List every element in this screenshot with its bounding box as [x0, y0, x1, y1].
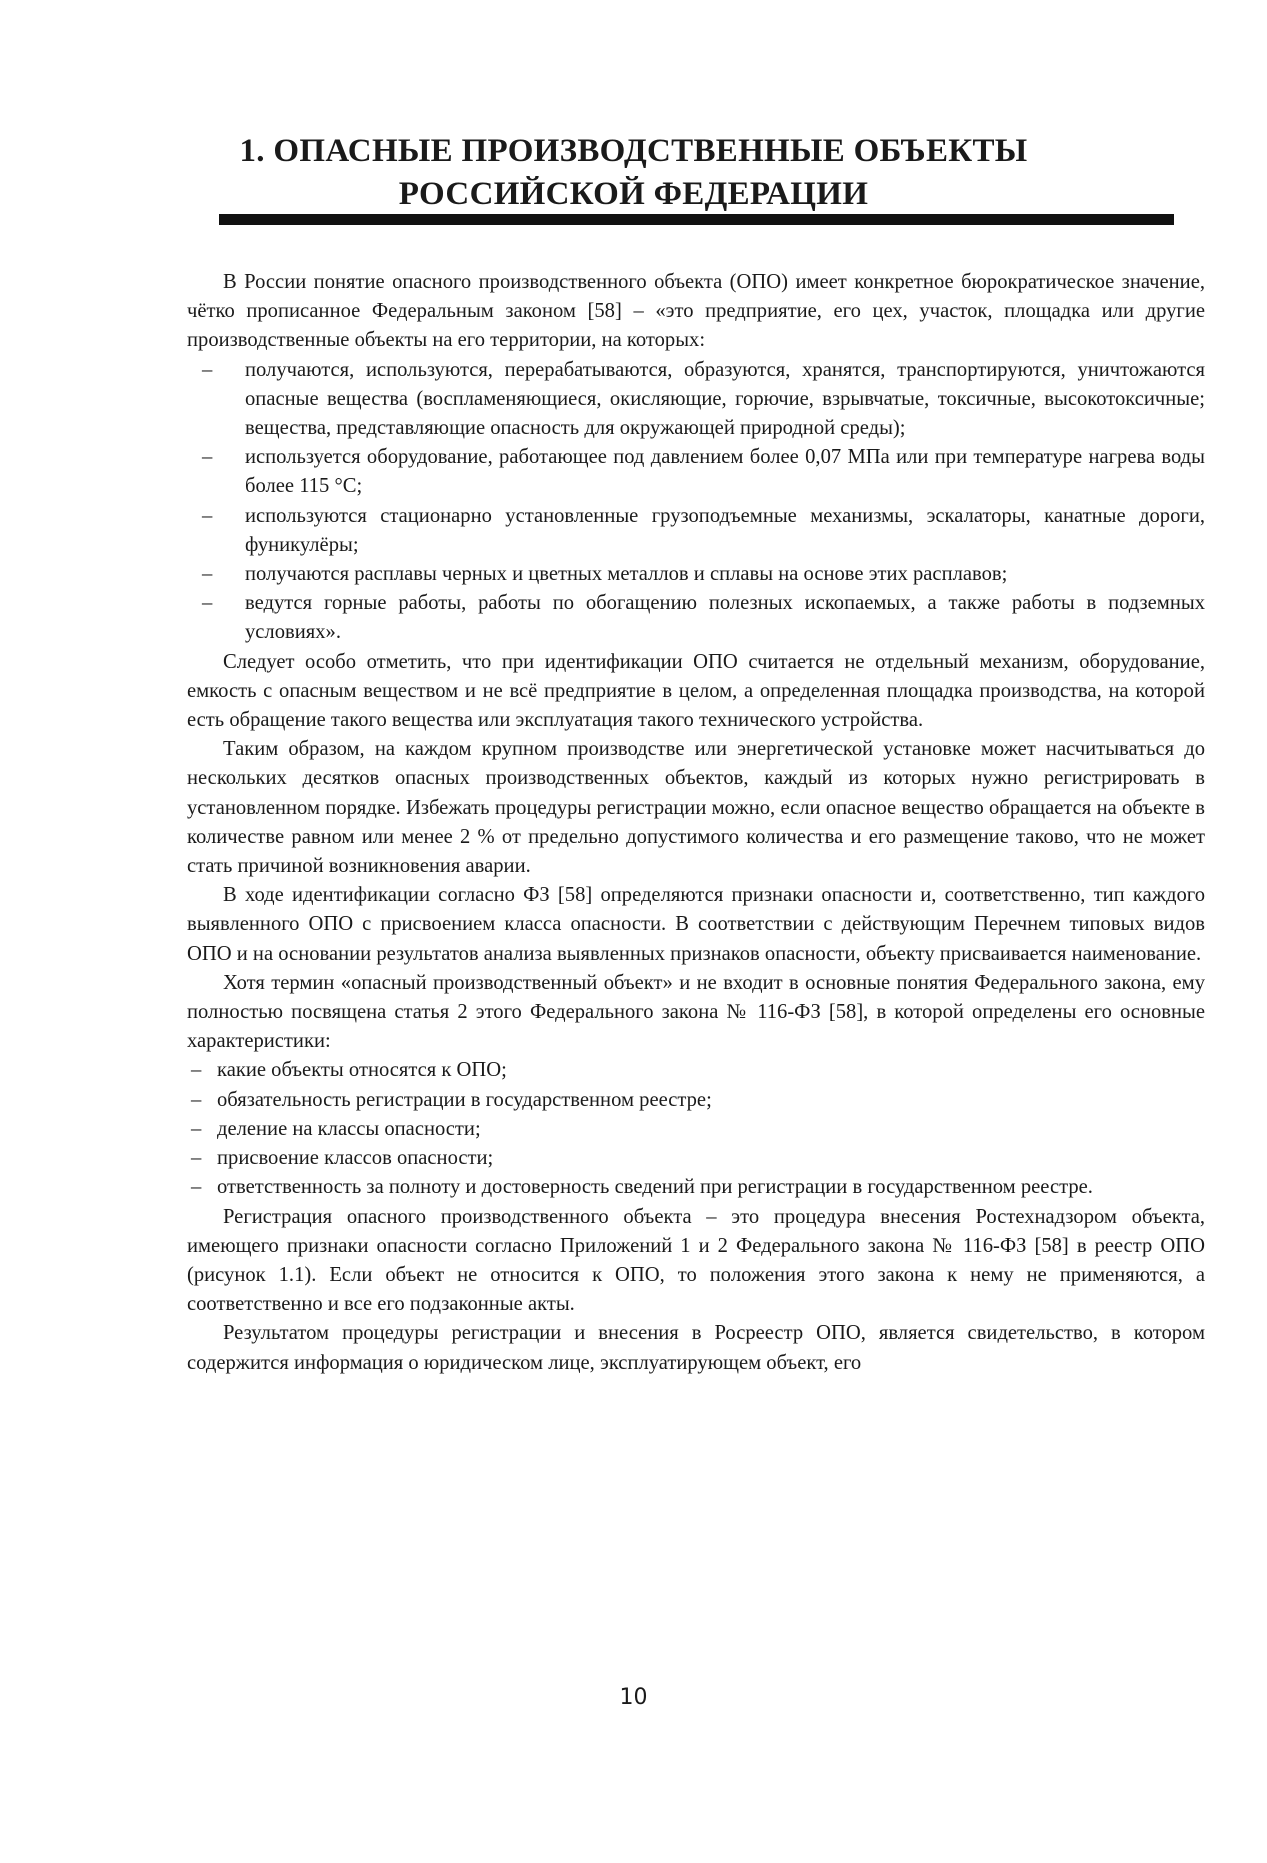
chapter-title-line-2: РОССИЙСКОЙ ФЕДЕРАЦИИ [398, 176, 869, 212]
characteristics-list [187, 1056, 1205, 1202]
paragraph-identification: Следует особо отметить, что при идентификации ОПО считается не отдельный механизм, оборудование, емкость с опасным веществом и не всё предприятие в целом, а определенная площадка производства, на которой есть обращение такого вещества или эксплуатация такого технического устройства. [187, 650, 1205, 732]
chapter-title [0, 130, 1267, 216]
dash-bullet: – [191, 1117, 202, 1140]
title-underline-divider [219, 214, 1174, 225]
paragraph-registration-procedure: Регистрация опасного производственного объекта – это процедура внесения Ростехнадзором объекта, имеющего признаки опасности согласно Приложений 1 и 2 Федерального закона № 116-ФЗ [58] в реестр ОПО (рисунок 1.1). Если объект не относится к ОПО, то положения этого закона к нему не применяются, а соответственно и все его подзаконные акты. [187, 1205, 1205, 1316]
list-item: – обязательность регистрации в государственном реестре; [191, 1086, 1205, 1115]
dash-bullet: – [191, 1059, 202, 1082]
list-item: – деление на классы опасности; [191, 1115, 1205, 1144]
list-item: – используются стационарно установленные грузоподъемные механизмы, эскалаторы, канатные дороги, фуникулёры; [202, 502, 1205, 560]
paragraph-registration-count: Таким образом, на каждом крупном производстве или энергетической установке может насчитываться до нескольких десятков опасных производственных объектов, каждый из которых нужно регистрировать в установленном порядке. Избежать процедуры регистрации можно, если опасное вещество обращается на объекте в количестве равном или менее 2 % от предельно допустимого количества и его размещение таково, что не может стать причиной возникновения аварии. [187, 738, 1205, 878]
paragraph-federal-law: Хотя термин «опасный производственный объект» и не входит в основные понятия Федерального закона, ему полностью посвящена статья 2 этого Федерального закона № 116-ФЗ [58], в которой определены его основные характеристики: [187, 971, 1205, 1053]
list-item: – какие объекты относятся к ОПО; [191, 1056, 1205, 1085]
chapter-title-line-1: 1. ОПАСНЫЕ ПРОИЗВОДСТВЕННЫЕ ОБЪЕКТЫ [239, 133, 1028, 169]
hazard-criteria-list [187, 356, 1205, 648]
list-item: – присвоение классов опасности; [191, 1144, 1205, 1173]
dash-bullet: – [191, 1088, 202, 1111]
paragraph-hazard-class: В ходе идентификации согласно ФЗ [58] определяются признаки опасности и, соответственно, тип каждого выявленного ОПО с присвоением класса опасности. В соответствии с действующим Перечнем типовых видов ОПО и на основании результатов анализа выявленных признаков опасности, объекту присваивается наименование. [187, 884, 1205, 965]
list-item: – получаются расплавы черных и цветных металлов и сплавы на основе этих расплавов; [202, 560, 1205, 589]
list-item: – используется оборудование, работающее под давлением более 0,07 МПа или при температуре нагрева воды более 115 °С; [202, 443, 1205, 501]
page-number: 10 [619, 1685, 648, 1710]
dash-bullet: – [191, 1147, 202, 1170]
dash-bullet: – [202, 358, 213, 381]
paragraph-certificate: Результатом процедуры регистрации и внесения в Росреестр ОПО, является свидетельство, в котором содержится информация о юридическом лице, эксплуатирующем объект, его [187, 1322, 1205, 1374]
dash-bullet: – [202, 446, 213, 469]
dash-bullet: – [202, 504, 213, 527]
list-item: – ответственность за полноту и достоверность сведений при регистрации в государственном реестре. [191, 1173, 1205, 1202]
list-item: – получаются, используются, перерабатываются, образуются, хранятся, транспортируются, уничтожаются опасные вещества (воспламеняющиеся, окисляющие, горючие, взрывчатые, токсичные, высокотоксичные; вещества, представляющие опасность для окружающей природной среды); [202, 356, 1205, 444]
dash-bullet: – [202, 563, 213, 586]
dash-bullet: – [191, 1176, 202, 1199]
intro-paragraph: В России понятие опасного производственного объекта (ОПО) имеет конкретное бюрократическое значение, чётко прописанное Федеральным законом [58] – «это предприятие, его цех, участок, площадка или другие производственные объекты на его территории, на которых: [187, 271, 1205, 352]
dash-bullet: – [202, 592, 213, 615]
body-text [187, 268, 1205, 1378]
list-item: – ведутся горные работы, работы по обогащению полезных ископаемых, а также работы в подземных условиях». [202, 589, 1205, 647]
